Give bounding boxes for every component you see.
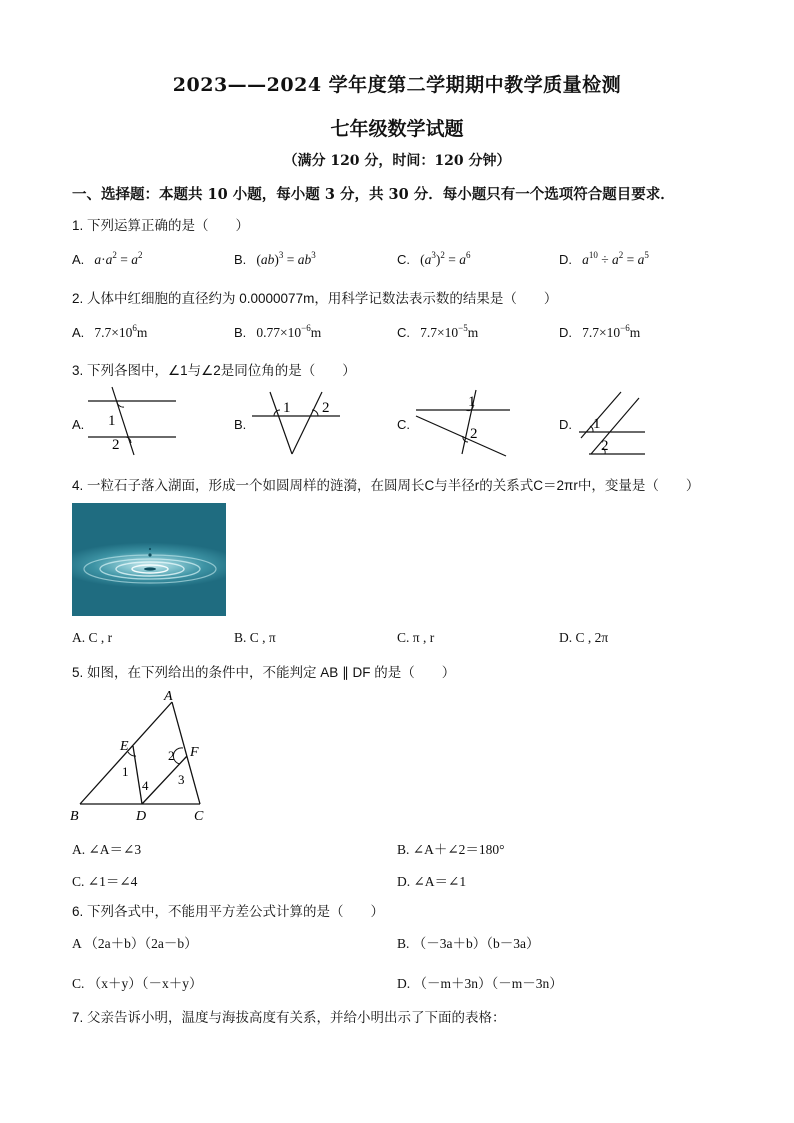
question-1-stem: 1. 下列运算正确的是（ ）	[72, 218, 250, 233]
q1-option-a: A. $a\cdot a^2 = a^2$	[72, 250, 143, 267]
q3-option-d: D.	[559, 417, 572, 432]
q2-option-b: B. $0.77\times 10^{-6}m$	[234, 323, 322, 340]
q3-a-label-2: 2	[112, 437, 120, 453]
q6-option-c: C. （x＋y）（－x＋y）	[72, 976, 203, 991]
q2-option-d: D. $7.7\times 10^{-6}m$	[559, 323, 641, 340]
q3-figure-d	[577, 388, 649, 456]
q5-option-a: A. ∠A＝∠3	[72, 842, 142, 857]
q5-option-c: C. ∠1＝∠4	[72, 874, 138, 889]
q3-option-b: B.	[234, 417, 247, 432]
question-7-stem: 7. 父亲告诉小明，温度与海拔高度有关系，并给小明出示了下面的表格：	[72, 1010, 506, 1025]
q3-d-label-1: 1	[593, 416, 601, 432]
q3-a-label-1: 1	[108, 413, 116, 429]
page-subtitle: 七年级数学试题	[330, 118, 464, 140]
ripple-photo	[72, 503, 226, 616]
q3-figure-c	[414, 388, 514, 458]
q5-label-b: B	[70, 809, 79, 824]
q5-option-b: B. ∠A＋∠2＝180°	[397, 842, 505, 857]
question-6-stem: 6. 下列各式中，不能用平方差公式计算的是（ ）	[72, 904, 385, 919]
q3-option-a: A.	[72, 417, 85, 432]
ripple-rings	[72, 503, 226, 616]
q5-label-d: D	[136, 809, 147, 824]
q5-label-a: A	[164, 689, 173, 704]
q5-triangle-figure	[66, 686, 216, 826]
q2-option-a: A. $7.7\times 10^6m$	[72, 323, 148, 340]
page-title: 2023——2024 学年度第二学期期中教学质量检测	[172, 74, 622, 96]
q3-c-label-2: 2	[470, 426, 478, 442]
q3-option-c: C.	[397, 417, 410, 432]
q1-option-d: D. $a^{10} \div a^2 = a^5$	[559, 250, 649, 267]
q2-option-c: C. $7.7\times 10^{-5}m$	[397, 323, 479, 340]
question-2-stem: 2. 人体中红细胞的直径约为 0.0000077m，用科学记数法表示数的结果是（ ）	[72, 291, 558, 306]
q5-option-d: D. ∠A＝∠1	[397, 874, 467, 889]
question-3-stem: 3. 下列各图中，∠1与∠2是同位角的是（ ）	[72, 363, 356, 378]
q5-label-e: E	[120, 739, 129, 754]
q5-label-3: 3	[178, 772, 185, 787]
section-heading: 一、选择题：本题共 10 小题，每小题 3 分，共 30 分．每小题只有一个选项符合题目要求．	[72, 186, 675, 203]
q5-label-f: F	[190, 745, 199, 760]
q5-label-1: 1	[122, 764, 129, 779]
q3-figure-b	[250, 390, 342, 456]
q1-option-c: C. $(a^3)^2 = a^6$	[397, 250, 471, 267]
q3-b-label-1: 1	[283, 400, 291, 416]
q3-d-label-2: 2	[601, 438, 609, 454]
q5-label-4: 4	[142, 778, 149, 793]
q6-option-b: B. （－3a＋b）（b－3a）	[397, 936, 540, 951]
q4-option-b: B. C , π	[234, 630, 276, 645]
question-5-stem: 5. 如图，在下列给出的条件中，不能判定 AB ∥ DF 的是（ ）	[72, 665, 456, 680]
q6-option-d: D. （－m＋3n）（－m－3n）	[397, 976, 563, 991]
q3-c-label-1: 1	[468, 394, 476, 410]
q5-label-2: 2	[168, 748, 175, 763]
q4-option-a: A. C , r	[72, 630, 113, 645]
q3-b-label-2: 2	[322, 400, 330, 416]
exam-note: （满分 120 分，时间：120 分钟）	[283, 153, 511, 169]
q6-option-a: A （2a＋b）（2a－b）	[72, 936, 198, 951]
q4-option-c: C. π , r	[397, 630, 435, 645]
q4-option-d: D. C , 2π	[559, 630, 609, 645]
q3-figure-a	[86, 385, 182, 457]
q5-label-c: C	[194, 809, 204, 824]
question-4-stem: 4. 一粒石子落入湖面，形成一个如圆周样的涟漪，在圆周长C与半径r的关系式C＝2πr中，变量是（ ）	[72, 478, 700, 493]
q1-option-b: B. $(ab)^3 = ab^3$	[234, 250, 316, 267]
